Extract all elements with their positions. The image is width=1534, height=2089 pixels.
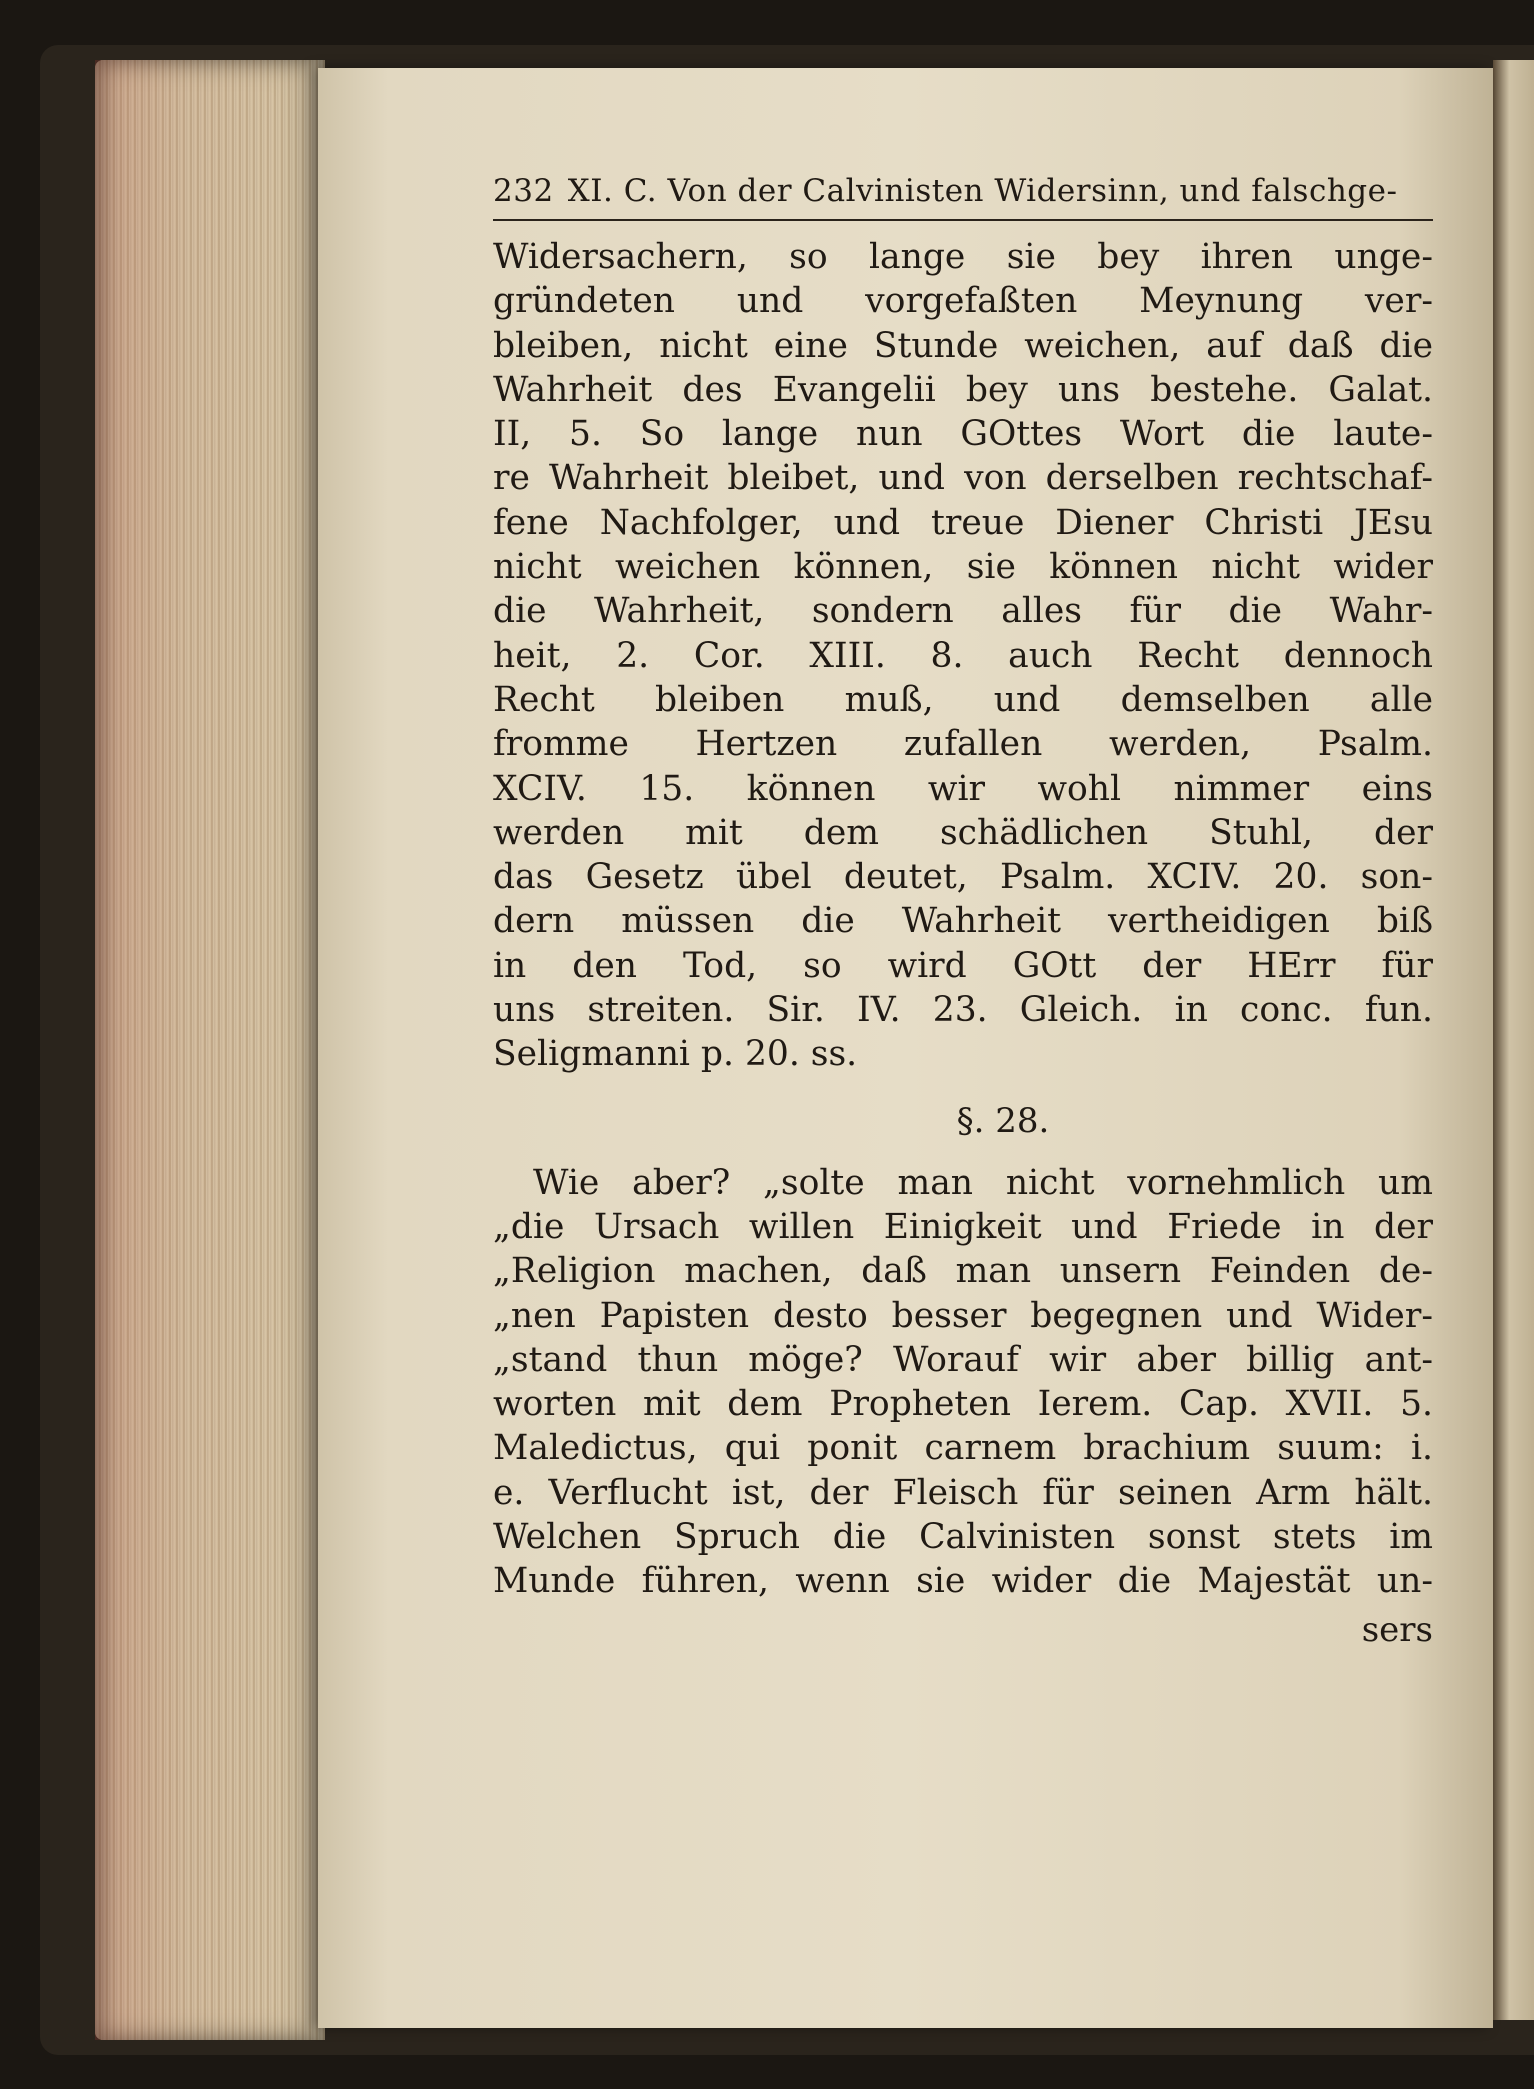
text-line: re Wahrheit bleibet, und von derselben rechtschaf- — [493, 458, 1433, 499]
text-line: heit, 2. Cor. XIII. 8. auch Recht dennoch — [493, 635, 1433, 676]
text-line: uns streiten. Sir. IV. 23. Gleich. in conc. fun. — [493, 990, 1433, 1031]
text-line: das Gesetz übel deutet, Psalm. XCIV. 20. son- — [493, 857, 1433, 898]
text-line: Wahrheit des Evangelii bey uns bestehe. Galat. — [493, 369, 1433, 410]
text-line: II, 5. So lange nun GOttes Wort die laute- — [493, 414, 1433, 455]
text-line: dern müssen die Wahrheit vertheidigen biß — [493, 901, 1433, 942]
text-line: fromme Hertzen zufallen werden, Psalm. — [493, 724, 1433, 765]
text-line: Maledictus, qui ponit carnem brachium suum: i. — [493, 1428, 1433, 1469]
text-line: Widersachern, so lange sie bey ihren unge- — [493, 237, 1433, 277]
text-line: „die Ursach willen Einigkeit und Friede in der — [493, 1206, 1433, 1247]
paragraph-2 — [493, 1161, 1433, 1604]
paragraph-1 — [493, 235, 1433, 1077]
catchword: sers — [1361, 1609, 1433, 1650]
text-line: fene Nachfolger, und treue Diener Christi JEsu — [493, 502, 1433, 543]
text-line: „Religion machen, daß man unsern Feinden de- — [493, 1251, 1433, 1292]
book-page — [318, 68, 1493, 2028]
section-heading: §. 28. — [956, 1100, 1050, 1141]
running-title: XI. C. Von der Calvinisten Widersinn, und falschge- — [567, 173, 1398, 209]
text-line: „stand thun möge? Worauf wir aber billig ant- — [493, 1339, 1433, 1380]
text-line: Recht bleiben muß, und demselben alle — [493, 679, 1433, 720]
text-line: „nen Papisten desto besser begegnen und Wider- — [493, 1295, 1433, 1336]
text-line: XCIV. 15. können wir wohl nimmer eins — [493, 768, 1433, 809]
facing-page-edge — [1493, 60, 1534, 2020]
page-number: 232 — [493, 173, 554, 209]
running-header — [493, 173, 1433, 221]
text-line: gründeten und vorgefaßten Meynung ver- — [493, 281, 1433, 322]
text-line: nicht weichen können, sie können nicht wider — [493, 547, 1433, 588]
text-line: in den Tod, so wird GOtt der HErr für — [493, 945, 1433, 986]
text-line: Munde führen, wenn sie wider die Majestät un- — [493, 1561, 1433, 1602]
text-line: Seligmanni p. 20. ss. — [493, 1034, 858, 1075]
page-content — [493, 173, 1433, 1652]
text-line: Welchen Spruch die Calvinisten sonst stets im — [493, 1517, 1433, 1558]
text-line: die Wahrheit, sondern alles für die Wahr- — [493, 591, 1433, 632]
text-line: bleiben, nicht eine Stunde weichen, auf daß die — [493, 325, 1433, 366]
page-edges — [95, 60, 325, 2040]
text-line: worten mit dem Propheten Ierem. Cap. XVII. 5. — [493, 1384, 1433, 1425]
text-line: Wie aber? „solte man nicht vornehmlich um — [533, 1162, 1433, 1203]
text-line: e. Verflucht ist, der Fleisch für seinen Arm hält. — [493, 1472, 1433, 1513]
text-line: werden mit dem schädlichen Stuhl, der — [493, 812, 1433, 853]
